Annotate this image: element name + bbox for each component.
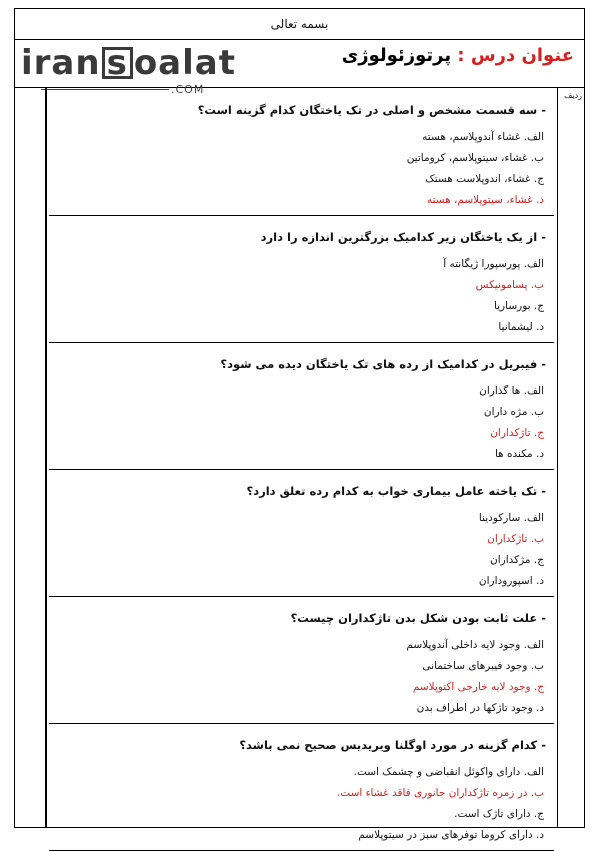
answer-option-correct: ج. وجود لایه خارجی اکتوپلاسم	[412, 681, 544, 693]
answer-option: الف. پورسپورا ژیگانته آ	[443, 258, 544, 270]
answer-option-correct: د. غشاء، سیتوپلاسم، هسته	[426, 194, 544, 206]
answer-option: الف. دارای واکوئل انقباضی و چشمک است.	[353, 766, 544, 778]
question-stem: - سه قسمت مشخص و اصلی در تک یاختگان کدام گزینه است؟	[197, 103, 546, 117]
answer-option: ب. مژه داران	[483, 406, 544, 418]
question-block	[49, 89, 554, 216]
answer-option: د. وجود تاژکها در اطراف بدن	[416, 702, 544, 714]
answer-option-correct: ب. در زمره تاژکداران جانوری فاقد غشاء است.	[336, 787, 544, 799]
logo-text-pre: iran	[21, 43, 101, 83]
answer-option-correct: ب. پسامونیکس	[475, 279, 544, 291]
row-number-header: ردیف	[564, 91, 582, 100]
logo-suffix: .COM	[171, 83, 205, 96]
answer-option: ب. وجود فیبرهای ساختمانی	[422, 660, 544, 672]
answer-option: ج. غشاء، اندوپلاست هستک	[425, 173, 544, 185]
answer-option: الف. سارکودینا	[478, 512, 544, 524]
answer-option: ب. غشاء، سیتوپلاسم، کروماتین	[406, 152, 544, 164]
logo-text-s: s	[102, 47, 133, 79]
answer-option: د. لیشمانیا	[498, 321, 544, 333]
answer-option: د. اسپوروداران	[478, 575, 544, 587]
answer-option: الف. ها گذاران	[479, 385, 544, 397]
question-stem: - فیبریل در کدامیک از رده های تک یاختگان دیده می شود؟	[220, 357, 546, 371]
top-heading: بسمه تعالی	[270, 17, 329, 31]
question-block	[49, 724, 554, 851]
course-title	[342, 45, 574, 66]
answer-option: الف. غشاء آندوپلاسم، هسته	[422, 131, 544, 143]
question-stem: - از یک یاختگان زیر کدامیک بزرگترین اندازه را دارد	[260, 230, 546, 244]
answer-option: ج. دارای تاژک است.	[454, 808, 544, 820]
question-block	[49, 343, 554, 470]
answer-option: ج. بورساریا	[493, 300, 544, 312]
answer-option: ج. مژکداران	[490, 554, 544, 566]
question-block	[49, 216, 554, 343]
answer-option-correct: ب. تاژکداران	[487, 533, 544, 545]
top-heading-bar	[15, 9, 584, 40]
question-stem: - تک یاخته عامل بیماری خواب به کدام رده تعلق دارد؟	[246, 484, 546, 498]
question-block	[49, 470, 554, 597]
answer-option: د. مکنده ها	[494, 448, 544, 460]
course-title-value: پرتوزئولوژی	[341, 45, 452, 66]
answer-option-correct: ج. تاژکداران	[490, 427, 544, 439]
question-list	[49, 89, 554, 851]
row-number-column	[557, 87, 584, 827]
question-block	[49, 597, 554, 724]
answer-option: الف. وجود لایه داخلی آندوپلاسم	[406, 639, 544, 651]
question-stem: - علت ثابت بودن شکل بدن تاژکداران چیست؟	[290, 611, 546, 625]
question-stem: - کدام گزینه در مورد اوگلنا ویریدیس صحیح نمی باشد؟	[239, 738, 546, 752]
left-margin-line	[45, 87, 47, 827]
logo-text-post: oalat	[133, 43, 236, 83]
course-title-label: عنوان درس :	[457, 45, 574, 66]
exam-sheet	[14, 8, 585, 841]
answer-option: د. دارای کروما توفرهای سبز در سیتوپلاسم	[358, 829, 544, 841]
